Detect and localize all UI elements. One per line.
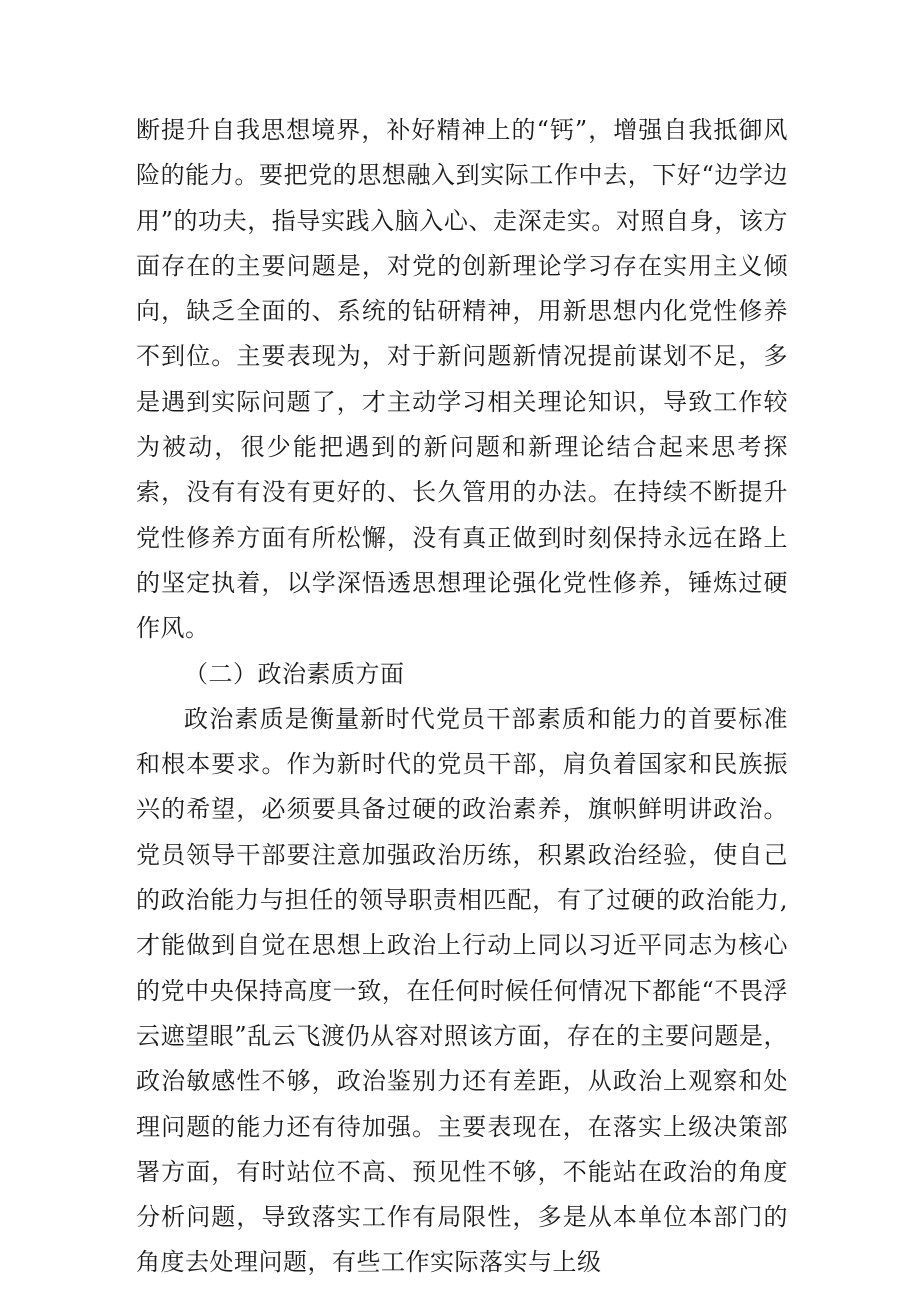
paragraph-political-quality: 政治素质是衡量新时代党员干部素质和能力的首要标准和根本要求。作为新时代的党员干部，肩负着国家和民族振兴的希望，必须要具备过硬的政治素养，旗帜鲜明讲政治。党员领导干部要注意加强政治历练，积累政治经验，使自己的政治能力与担任的领导职责相匹配，有了过硬的政治能力,才能做到自觉在思想上政治上行动上同以习近平同志为核心的党中央保持高度一致，在任何时候任何情况下都能“不畏浮云遮望眼”乱云飞渡仍从容对照该方面，存在的主要问题是，政治敏感性不够，政治鉴别力还有差距，从政治上观察和处理问题的能力还有待加强。主要表现在，在落实上级决策部署方面，有时站位不高、预见性不够，不能站在政治的角度分析问题，导致落实工作有局限性，多是从本单位本部门的角度去处理问题，有些工作实际落实与上级	[136, 704, 788, 1277]
document-body	[136, 108, 788, 1286]
paragraph-continuation: 断提升自我思想境界，补好精神上的“钙”，增强自我抵御风险的能力。要把党的思想融入到实际工作中去，下好“边学边用”的功夫，指导实践入脑入心、走深走实。对照自身，该方面存在的主要问题是，对党的创新理论学习存在实用主义倾向，缺乏全面的、系统的钻研精神，用新思想内化党性修养不到位。主要表现为，对于新问题新情况提前谋划不足，多是遇到实际问题了，才主动学习相关理论知识，导致工作较为被动，很少能把遇到的新问题和新理论结合起来思考探索，没有有没有更好的、长久管用的办法。在持续不断提升党性修养方面有所松懈，没有真正做到时刻保持永远在路上的坚定执着，以学深悟透思想理论强化党性修养，锤炼过硬作风。	[136, 116, 788, 643]
section-heading-political-quality: （二）政治素质方面	[184, 659, 405, 688]
